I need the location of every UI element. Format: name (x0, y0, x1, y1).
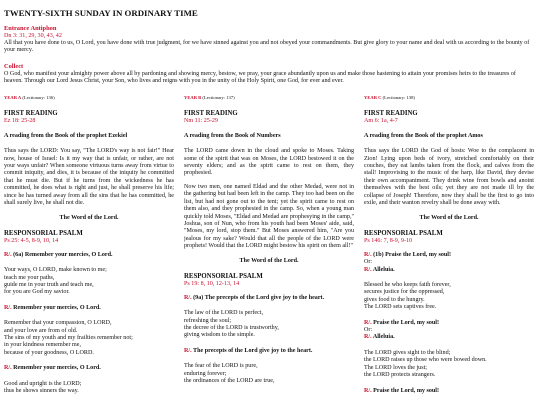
stanza-line: refreshing the soul; (184, 317, 232, 324)
year-a-column (4, 95, 174, 403)
collect-heading: Collect (4, 62, 24, 70)
year-c-response-alleluia (364, 267, 534, 274)
page-title: TWENTY-SIXTH SUNDAY IN ORDINARY TIME (4, 8, 198, 18)
year-a-first-text: Thus says the LORD: You say, "The LORD's way is not fair!" Hear now, house of Israel: Is it my way that is unfair, or rather, are not your ways unfair? When someone virtuous turns away from virtue to commit iniquity, and dies, it is because of the iniquity he committed that he must die. But if he turns from the wickedness he has committed, he does what is right and just, he shall preserve his life; since he has turned away from all the sins that he has committed, he shall surely live, he shall not die. (4, 148, 174, 207)
year-c-psalm-ref: Ps 146: 7, 8-9, 9-10 (364, 238, 413, 245)
stanza-line: The fear of the LORD is pure, (184, 363, 258, 370)
year-c-alleluia: Alleluia. (372, 334, 395, 341)
year-c-first-text: Thus says the LORD the God of hosts: Woe to the complacent in Zion! Lying upon beds of ivory, stretched comfortably on their couches, they eat lambs taken from the flock, and calves from the stall! Improvising to the music of the harp, like David, they devise their own accompaniment. They drink wine from bowls and anoint themselves with the best oils; yet they are not made ill by the collapse of Joseph! Therefore, now they shall be the first to go into exile, and their wanton revelry shall be done away with. (364, 148, 534, 207)
year-b-first-text: The LORD came down in the cloud and spoke to Moses. Taking some of the spirit that was on Moses, the LORD bestowed it on the seventy elders; and as the spirit came to rest on them, they prophesied. (184, 148, 354, 177)
stanza-line: The sins of my youth and my frailties remember not; (4, 335, 133, 342)
year-c-header (364, 95, 534, 101)
year-b-label: YEAR B (184, 95, 202, 101)
year-a-stanza-2 (4, 320, 174, 357)
year-b-response (184, 295, 354, 302)
stanza-line: and your love are from of old. (4, 327, 78, 334)
stanza-line: for you are God my savior. (4, 289, 70, 296)
stanza-line: thus he shows sinners the way. (4, 388, 79, 395)
stanza-line: The LORD loves the just; (364, 364, 427, 371)
year-c-first-heading: FIRST READING (364, 110, 418, 118)
year-c-response-r: R/. (364, 387, 372, 394)
stanza-line: because of your goodness, O LORD. (4, 349, 94, 356)
year-c-psalm-heading: RESPONSORIAL PSALM (364, 229, 443, 237)
stanza-line: Remember that your compassion, O LORD, (4, 320, 112, 327)
year-c-stanza-2 (364, 350, 534, 380)
year-b-psalm-heading: RESPONSORIAL PSALM (184, 273, 263, 281)
year-a-response-text: (6a) Remember your mercies, O Lord. (13, 251, 113, 258)
year-c-response-text: Praise the Lord, my soul! (373, 387, 439, 394)
year-b-stanza-2 (184, 363, 354, 385)
year-c-stanza-1 (364, 282, 534, 312)
year-b-header (184, 95, 354, 101)
stanza-line: The law of the LORD is perfect, (184, 310, 264, 317)
year-c-response-r: R/. (364, 266, 372, 273)
year-a-stanza-3 (4, 381, 174, 396)
year-b-first-heading: FIRST READING (184, 110, 238, 118)
year-c-or: Or: (364, 327, 373, 334)
year-c-label: YEAR C (364, 95, 382, 101)
collect (4, 63, 536, 86)
year-c-response-r: R/. (364, 319, 372, 326)
stanza-line: teach me your paths, (4, 274, 55, 281)
stanza-line: gives food to the hungry. (364, 296, 425, 303)
year-b-first-source: A reading from the Book of Numbers (184, 132, 281, 139)
year-c-response-text: (1b) Praise the Lord, my soul! (373, 251, 452, 258)
year-c-first-ref: Am 6: 1a, 4-7 (364, 118, 398, 125)
year-a-psalm-heading: RESPONSORIAL PSALM (4, 229, 83, 237)
year-a-word: The Word of the Lord. (59, 214, 119, 221)
year-c-lectionary: (Lectionary: 138) (382, 95, 415, 101)
intro (4, 25, 536, 86)
stanza-line: The LORD sets captives free. (364, 304, 437, 311)
year-b-psalm-ref: Ps 19: 8, 10, 12-13, 14 (184, 281, 240, 288)
year-a-stanza-1 (4, 267, 174, 297)
stanza-line: Good and upright is the LORD; (4, 380, 82, 387)
year-b-second-text: Now two men, one named Eldad and the other Medad, were not in the gathering but had been left in the camp. They too had been on the list, but had not gone out to the tent; yet the spirit came to rest on them also, and they prophesied in the camp. So, when a young man quickly told Moses, "Eldad and Medad are prophesying in the camp," Joshua, son of Nun, who from his youth had been Moses' aide, said, "Moses, my lord, stop them." But Moses answered him, "Are you jealous for my sake? Would that all the people of the LORD were prophets! Would that the LORD might bestow his spirit on them all!" (184, 183, 354, 250)
entrance-ref: Dn 3: 31, 29, 30, 43, 42 (4, 32, 62, 39)
year-a-response-text: Remember your mercies, O Lord. (13, 365, 101, 372)
year-a-first-ref: Ez 18: 25-28 (4, 118, 36, 125)
year-b-response-repeat-1 (184, 348, 354, 355)
year-a-response-repeat-1 (4, 305, 174, 312)
year-c-alleluia: Alleluia. (372, 266, 395, 273)
stanza-line: enduring forever; (184, 370, 227, 377)
year-b-response-text: (9a) The precepts of the Lord give joy to the heart. (193, 294, 325, 301)
year-c-first-source: A reading from the Book of the prophet Amos (364, 132, 483, 139)
stanza-line: Your ways, O LORD, make known to me; (4, 267, 107, 274)
stanza-line: in your kindness remember me, (4, 342, 81, 349)
year-c-response-alleluia-2 (364, 334, 534, 341)
year-b-word: The Word of the Lord. (239, 257, 299, 264)
year-c-response-repeat-1 (364, 320, 534, 327)
readings-columns (4, 95, 536, 403)
year-c-response-r: R/. (364, 334, 372, 341)
stanza-line: giving wisdom to the simple. (184, 332, 255, 339)
year-a-response-r: R/. (4, 365, 12, 372)
year-c-word: The Word of the Lord. (419, 214, 479, 221)
year-b-first-ref: Nm 11: 25-29 (184, 118, 218, 125)
stanza-line: the LORD raises up those who were bowed down. (364, 357, 487, 364)
year-c-response-r: R/. (364, 251, 372, 258)
year-b-stanza-1 (184, 310, 354, 340)
stanza-line: The LORD gives sight to the blind; (364, 349, 451, 356)
year-a-response-r: R/. (4, 251, 12, 258)
stanza-line: secures justice for the oppressed, (364, 289, 445, 296)
year-a-response (4, 252, 174, 259)
year-b-lectionary: (Lectionary: 137) (202, 95, 235, 101)
stanza-line: guide me in your truth and teach me, (4, 281, 94, 288)
stanza-line: Blessed he who keeps faith forever, (364, 281, 451, 288)
stanza-line: the decree of the LORD is trustworthy, (184, 325, 279, 332)
year-a-response-text: Remember your mercies, O Lord. (13, 304, 101, 311)
year-c-response (364, 252, 534, 259)
year-a-label: YEAR A (4, 95, 22, 101)
stanza-line: the ordinances of the LORD are true, (184, 378, 275, 385)
year-b-response-r: R/. (184, 294, 192, 301)
entrance-heading: Entrance Antiphon (4, 24, 57, 32)
year-b-response-text: The precepts of the Lord give joy to the heart. (193, 347, 313, 354)
year-c-or: Or: (364, 259, 373, 266)
year-a-psalm-ref: Ps 25: 4-5, 8-9, 10, 14 (4, 238, 59, 245)
year-c-response-repeat-2 (364, 388, 534, 395)
year-a-first-source: A reading from the Book of the prophet Ezekiel (4, 132, 128, 139)
year-a-first-heading: FIRST READING (4, 110, 58, 118)
collect-text: O God, who manifest your almighty power above all by pardoning and showing mercy, bestow, we pray, your grace abundantly upon us and make those hastening to attain your promises heirs to the treasures of heaven. Through our Lord Jesus Christ, your Son, who lives and reigns with you in the unity of the Holy Spirit, one God, for ever and ever. (4, 70, 516, 85)
year-a-lectionary: (Lectionary: 136) (22, 95, 55, 101)
year-a-response-repeat-2 (4, 365, 174, 372)
entrance-text: All that you have done to us, O Lord, you have done with true judgment, for we have sinned against you and not obeyed your commandments. But give glory to your name and deal with us according to the bounty of your mercy. (4, 39, 530, 54)
year-c-response-text: Praise the Lord, my soul! (373, 319, 439, 326)
year-b-response-r: R/. (184, 347, 192, 354)
year-c-column (364, 95, 534, 403)
year-b-column (184, 95, 354, 403)
year-a-header (4, 95, 174, 101)
year-a-response-r: R/. (4, 304, 12, 311)
stanza-line: the LORD protects strangers. (364, 372, 436, 379)
entrance-antiphon (4, 25, 536, 55)
